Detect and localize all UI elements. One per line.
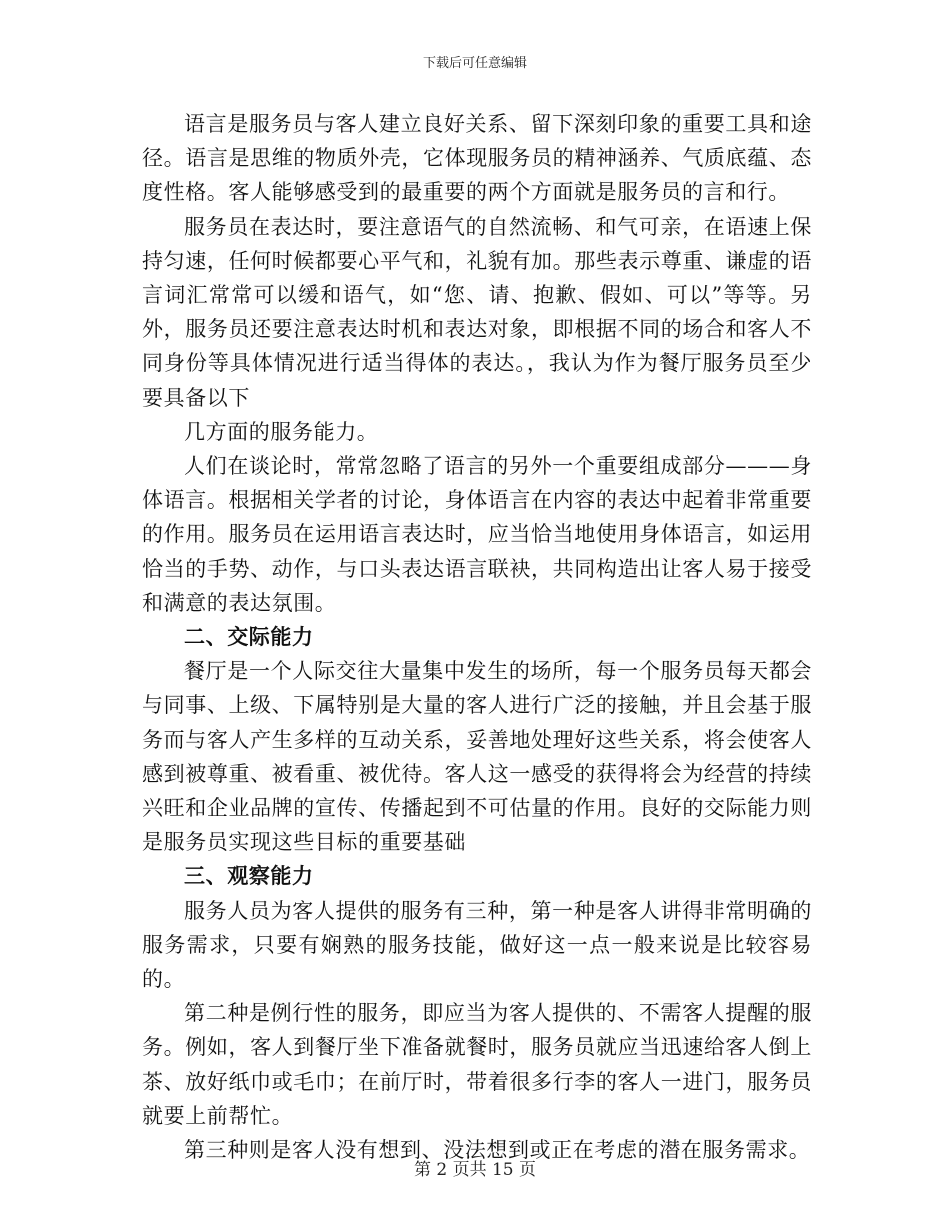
paragraph-service-abilities: 几方面的服务能力。	[184, 419, 379, 444]
document-body	[142, 107, 812, 1167]
paragraph-body-language: 人们在谈论时，常常忽略了语言的另外一个重要组成部分———身体语言。根据相关学者的讨论，身体语言在内容的表达中起着非常重要的作用。服务员在运用语言表达时，应当恰当地使用身体语言，如运用恰当的手势、动作，与口头表达语言联袂，共同构造出让客人易于接受和满意的表达氛围。	[142, 454, 812, 615]
page-footer: 第 2 页共 15 页	[413, 1160, 537, 1180]
paragraph-potential-needs: 第三种则是客人没有想到、没法想到或正在考虑的潜在服务需求。	[184, 1138, 811, 1163]
paragraph-expression-tone: 服务员在表达时，要注意语气的自然流畅、和气可亲，在语速上保持匀速，任何时候都要心平气和，礼貌有加。那些表示尊重、谦虚的语言词汇常常可以缓和语气，如“您、请、抱歉、假如、可以”等等。另外，服务员还要注意表达时机和表达对象，即根据不同的场合和客人不同身份等具体情况进行适当得体的表达。，我认为作为餐厅服务员至少要具备以下	[142, 214, 812, 410]
paragraph-service-types: 服务人员为客人提供的服务有三种，第一种是客人讲得非常明确的服务需求，只要有娴熟的服务技能，做好这一点一般来说是比较容易的。	[142, 898, 812, 992]
section-heading-observation: 三、观察能力	[184, 863, 314, 889]
paragraph-communication: 餐厅是一个人际交往大量集中发生的场所，每一个服务员每天都会与同事、上级、下属特别是大量的客人进行广泛的接触，并且会基于服务而与客人产生多样的互动关系，妥善地处理好这些关系，将会使客人感到被尊重、被看重、被优待。客人这一感受的获得将会为经营的持续兴旺和企业品牌的宣传、传播起到不可估量的作用。良好的交际能力则是服务员实现这些目标的重要基础	[142, 659, 812, 855]
paragraph-routine-service: 第二种是例行性的服务，即应当为客人提供的、不需客人提醒的服务。例如，客人到餐厅坐下准备就餐时，服务员就应当迅速给客人倒上茶、放好纸巾或毛巾；在前厅时，带着很多行李的客人一进门，服务员就要上前帮忙。	[142, 1001, 812, 1128]
section-heading-communication: 二、交际能力	[184, 624, 314, 650]
page-header: 下载后可任意编辑	[422, 56, 527, 71]
paragraph-language-tool: 语言是服务员与客人建立良好关系、留下深刻印象的重要工具和途径。语言是思维的物质外壳，它体现服务员的精神涵养、气质底蕴、态度性格。客人能够感受到的最重要的两个方面就是服务员的言和行。	[142, 112, 812, 205]
